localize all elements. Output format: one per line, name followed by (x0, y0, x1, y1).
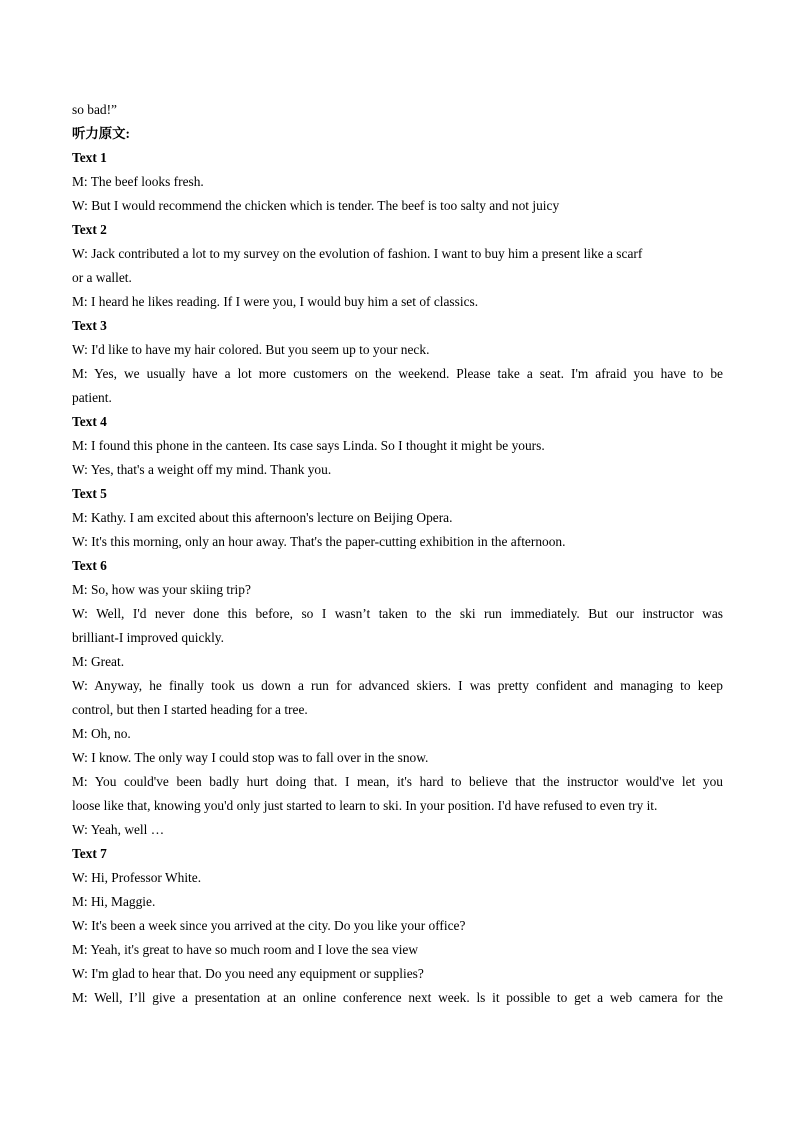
transcript-line: W: Jack contributed a lot to my survey on the evolution of fashion. I want to buy him a present like a scarf (72, 246, 643, 261)
section-heading: Text 6 (72, 558, 107, 573)
transcript-line: or a wallet. (72, 270, 132, 285)
transcript-line: loose like that, knowing you'd only just started to learn to ski. In your position. I'd have refused to even try it. (72, 798, 658, 813)
transcript-line: M: The beef looks fresh. (72, 174, 204, 189)
transcript-line: M: Yes, we usually have a lot more customers on the weekend. Please take a seat. I'm afraid you have to be (72, 366, 723, 381)
transcript-line: W: Anyway, he finally took us down a run for advanced skiers. I was pretty confident and managing to keep (72, 678, 723, 693)
transcript-line: W: I know. The only way I could stop was to fall over in the snow. (72, 750, 429, 765)
transcript-line: W: Yeah, well … (72, 822, 165, 837)
section-heading: Text 3 (72, 318, 107, 333)
transcript-line: M: I heard he likes reading. If I were you, I would buy him a set of classics. (72, 294, 479, 309)
section-heading: Text 4 (72, 414, 107, 429)
transcript-line: M: You could've been badly hurt doing that. I mean, it's hard to believe that the instructor would've let you (72, 774, 723, 789)
transcript-line: brilliant-I improved quickly. (72, 630, 224, 645)
transcript-line: M: Well, I’ll give a presentation at an online conference next week. ls it possible to get a web camera for the (72, 990, 723, 1005)
transcript-line: W: Hi, Professor White. (72, 870, 202, 885)
transcript-line: control, but then I started heading for a tree. (72, 702, 308, 717)
transcript-line: so bad!” (72, 102, 117, 117)
transcript-line: patient. (72, 390, 112, 405)
section-heading: Text 5 (72, 486, 107, 501)
transcript-line: W: Yes, that's a weight off my mind. Thank you. (72, 462, 332, 477)
transcript-line: M: Kathy. I am excited about this afternoon's lecture on Beijing Opera. (72, 510, 453, 525)
transcript-line: W: It's been a week since you arrived at the city. Do you like your office? (72, 918, 466, 933)
transcript-line: M: Yeah, it's great to have so much room and I love the sea view (72, 942, 419, 957)
transcript-line: M: Oh, no. (72, 726, 131, 741)
transcript-line: M: Great. (72, 654, 125, 669)
transcript-line: W: It's this morning, only an hour away. That's the paper-cutting exhibition in the afternoon. (72, 534, 566, 549)
transcript-line: W: I'm glad to hear that. Do you need any equipment or supplies? (72, 966, 424, 981)
section-heading: Text 1 (72, 150, 107, 165)
transcript-line: W: Well, I'd never done this before, so I wasn’t taken to the ski run immediately. But our instructor was (72, 606, 723, 621)
transcript-page (72, 98, 723, 1010)
transcript-line: W: I'd like to have my hair colored. But you seem up to your neck. (72, 342, 430, 357)
section-heading: Text 2 (72, 222, 107, 237)
transcript-line: M: I found this phone in the canteen. Its case says Linda. So I thought it might be yours. (72, 438, 545, 453)
transcript-line: M: So, how was your skiing trip? (72, 582, 251, 597)
transcript-line: M: Hi, Maggie. (72, 894, 156, 909)
section-heading: Text 7 (72, 846, 107, 861)
section-heading: 听力原文: (72, 126, 131, 141)
transcript-line: W: But I would recommend the chicken which is tender. The beef is too salty and not juicy (72, 198, 560, 213)
